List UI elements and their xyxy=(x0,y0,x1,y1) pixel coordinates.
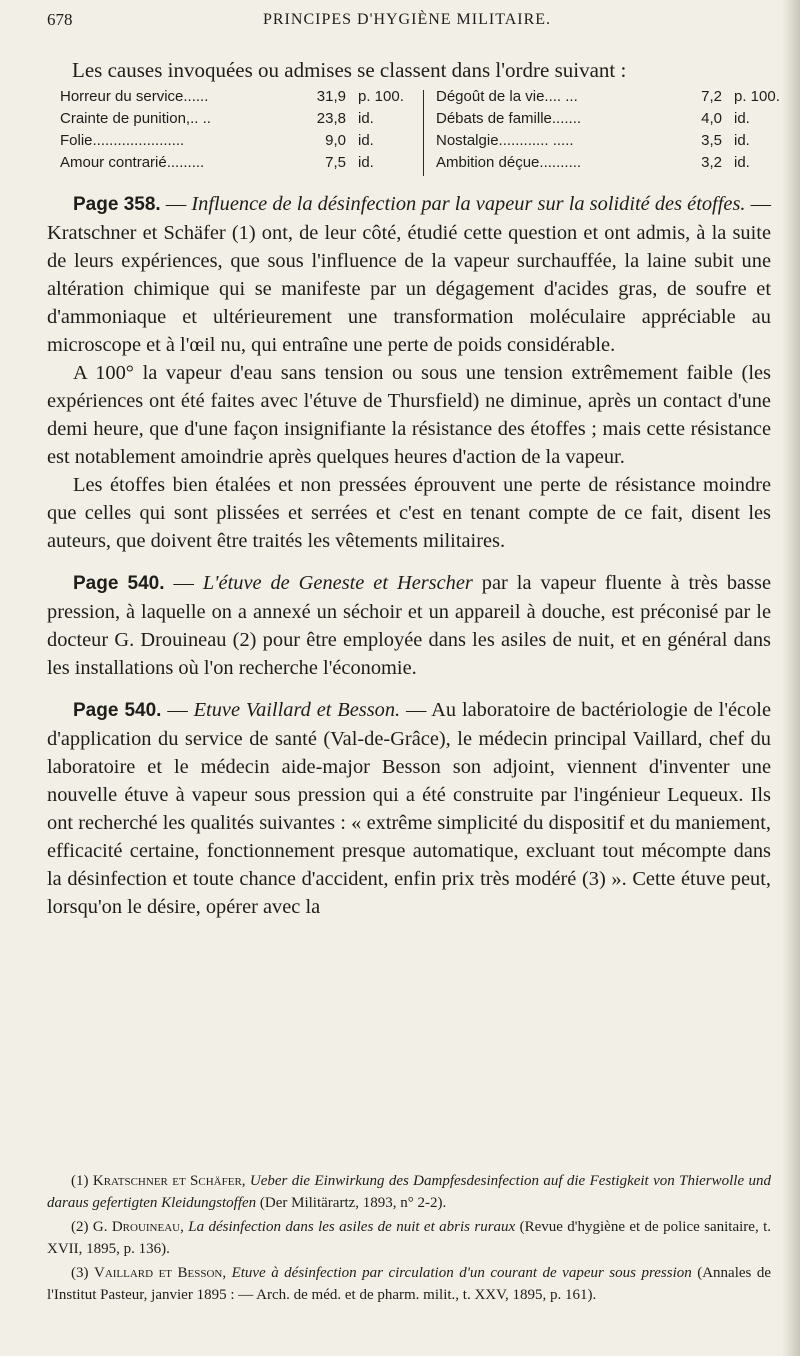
cause-unit: id. xyxy=(358,110,374,127)
cause-unit: id. xyxy=(734,110,750,127)
section-body: par la vapeur fluente à très basse pression, à laquelle on a annexé un séchoir et un appareil à douche, est préconisé par le docteur G. Drouineau (2) pour être employée dans les asiles de nuit, et en général dans les installations où l'on recherche l'économie. xyxy=(47,572,772,679)
footnote-mark: (2) xyxy=(71,1219,93,1235)
footnote xyxy=(47,1170,771,1214)
cause-label: Horreur du service...... xyxy=(60,88,209,105)
footnote-title: Ueber die Einwirkung des Dampfesdesinfection auf die Festigkeit von Thierwolle und daraus gefertigten Kleidungstoffen xyxy=(47,1173,771,1211)
footnote-rest: (Revue d'hygiène et de police sanitaire, t. XVII, 1895, p. 136). xyxy=(47,1219,771,1257)
cause-row xyxy=(436,132,776,154)
column-divider xyxy=(423,90,424,176)
footnotes xyxy=(47,1170,771,1308)
footnote xyxy=(47,1216,771,1260)
cause-label: Dégoût de la vie.... ... xyxy=(436,88,578,105)
cause-row xyxy=(436,88,780,110)
cause-value: 3,5 xyxy=(701,132,722,149)
section-page-540-vaillard xyxy=(47,696,771,921)
main-text xyxy=(47,190,771,921)
section-page-358 xyxy=(47,190,771,359)
cause-value: 31,9 xyxy=(316,88,346,105)
section-dash: — xyxy=(160,193,192,215)
cause-value: 3,2 xyxy=(701,154,722,171)
cause-row xyxy=(60,154,400,176)
footnote-mark: (1) xyxy=(71,1173,93,1189)
cause-unit: id. xyxy=(734,132,750,149)
paragraph: A 100° la vapeur d'eau sans tension ou sous une tension extrêmement faible (les expériences ont été faites avec l'étuve de Thursfield) ne diminue, après un contact d'une demi heure, que d'une façon insignifiante la résistance des étoffes ; mais cette résistance est notablement amoindrie après quelques heures d'action de la vapeur. xyxy=(47,362,771,468)
cause-label: Nostalgie............ ..... xyxy=(436,132,574,149)
running-header xyxy=(47,10,767,38)
footnote-mark: (3) xyxy=(71,1265,94,1281)
page-edge xyxy=(782,0,800,1356)
section-page-540-geneste xyxy=(47,569,771,682)
section-heading: Page 540. xyxy=(73,573,165,594)
cause-value: 7,2 xyxy=(701,88,722,105)
causes-column-right xyxy=(436,88,780,176)
section-body: — Au laboratoire de bactériologie de l'école d'application du service de santé (Val-de-Grâce), le médecin principal Vaillard, chef du laboratoire et le médecin aide-major Besson son adjoint, viennent d'inventer une nouvelle étuve à vapeur sous pression qui a été construite par l'ingénieur Lequeux. Ils ont recherché les qualités suivantes : « extrême simplicité du dispositif et du maniement, efficacité certaine, fonctionnement presque automatique, excluant tout mécompte dans la désinfection et toute chance d'accident, enfin prix très modéré (3) ». Cette étuve peut, lorsqu'on le désire, opérer avec la xyxy=(47,699,772,918)
footnote-authors: Vaillard et Besson, xyxy=(93,1265,227,1281)
footnote-rest: (Annales de l'Institut Pasteur, janvier 1895 : — Arch. de méd. et de pharm. milit., t. XXV, 1895, p. 161). xyxy=(47,1265,771,1303)
running-title: PRINCIPES D'HYGIÈNE MILITAIRE. xyxy=(262,11,552,28)
cause-value: 9,0 xyxy=(325,132,346,149)
section-title: Etuve Vaillard et Besson. xyxy=(193,699,401,721)
footnote-rest: (Der Militärartz, 1893, n° 2-2). xyxy=(256,1195,447,1211)
section-dash: — xyxy=(161,699,194,721)
cause-unit: id. xyxy=(358,154,374,171)
cause-label: Débats de famille....... xyxy=(436,110,582,127)
cause-label: Crainte de punition,.. .. xyxy=(60,110,211,127)
cause-value: 4,0 xyxy=(701,110,722,127)
section-title: L'étuve de Geneste et Herscher xyxy=(202,572,473,594)
section-heading: Page 540. xyxy=(73,700,162,721)
cause-label: Folie...................... xyxy=(60,132,185,149)
section-heading: Page 358. xyxy=(73,194,161,215)
cause-label: Ambition déçue.......... xyxy=(436,154,582,171)
intro-sentence: Les causes invoquées ou admises se classent dans l'ordre suivant : xyxy=(72,58,627,82)
causes-table xyxy=(60,88,780,180)
page-number: 678 xyxy=(47,10,73,29)
cause-row xyxy=(60,110,400,132)
cause-unit: id. xyxy=(358,132,374,149)
cause-row xyxy=(60,132,400,154)
cause-value: 7,5 xyxy=(325,154,346,171)
causes-column-left xyxy=(60,88,404,176)
cause-label: Amour contrarié......... xyxy=(60,154,205,171)
footnote xyxy=(47,1262,771,1306)
footnote-title: La désinfection dans les asiles de nuit et abris ruraux xyxy=(183,1219,516,1235)
cause-unit: p. 100. xyxy=(358,88,404,105)
section-body: — Kratschner et Schäfer (1) ont, de leur côté, étudié cette question et ont admis, à la suite de leurs expériences, que sous l'influence de la vapeur surchauffée, la laine subit une altération chimique qui se manifeste par un dégagement d'acides gras, de soufre et d'ammoniaque et ultérieurement une transformation moléculaire appréciable au microscope et à l'œil nu, qui entraîne une perte de poids considérable. xyxy=(47,193,771,356)
footnote-authors: Kratschner et Schäfer, xyxy=(92,1173,246,1189)
cause-row xyxy=(436,154,776,176)
cause-row xyxy=(436,110,776,132)
cause-unit: id. xyxy=(734,154,750,171)
cause-row xyxy=(60,88,404,110)
cause-unit: p. 100. xyxy=(734,88,780,105)
section-title: Influence de la désinfection par la vapeur sur la solidité des étoffes. xyxy=(191,193,746,215)
footnote-authors: G. Drouineau, xyxy=(92,1219,184,1235)
section-dash: — xyxy=(164,572,203,594)
paragraph: Les étoffes bien étalées et non pressées éprouvent une perte de résistance moindre que celles qui sont plissées et serrées et c'est en tenant compte de ce fait, disent les auteurs, que doivent être traités les vêtements militaires. xyxy=(47,474,771,552)
footnote-title: Etuve à désinfection par circulation d'un courant de vapeur sous pression xyxy=(226,1265,692,1281)
cause-value: 23,8 xyxy=(316,110,346,127)
